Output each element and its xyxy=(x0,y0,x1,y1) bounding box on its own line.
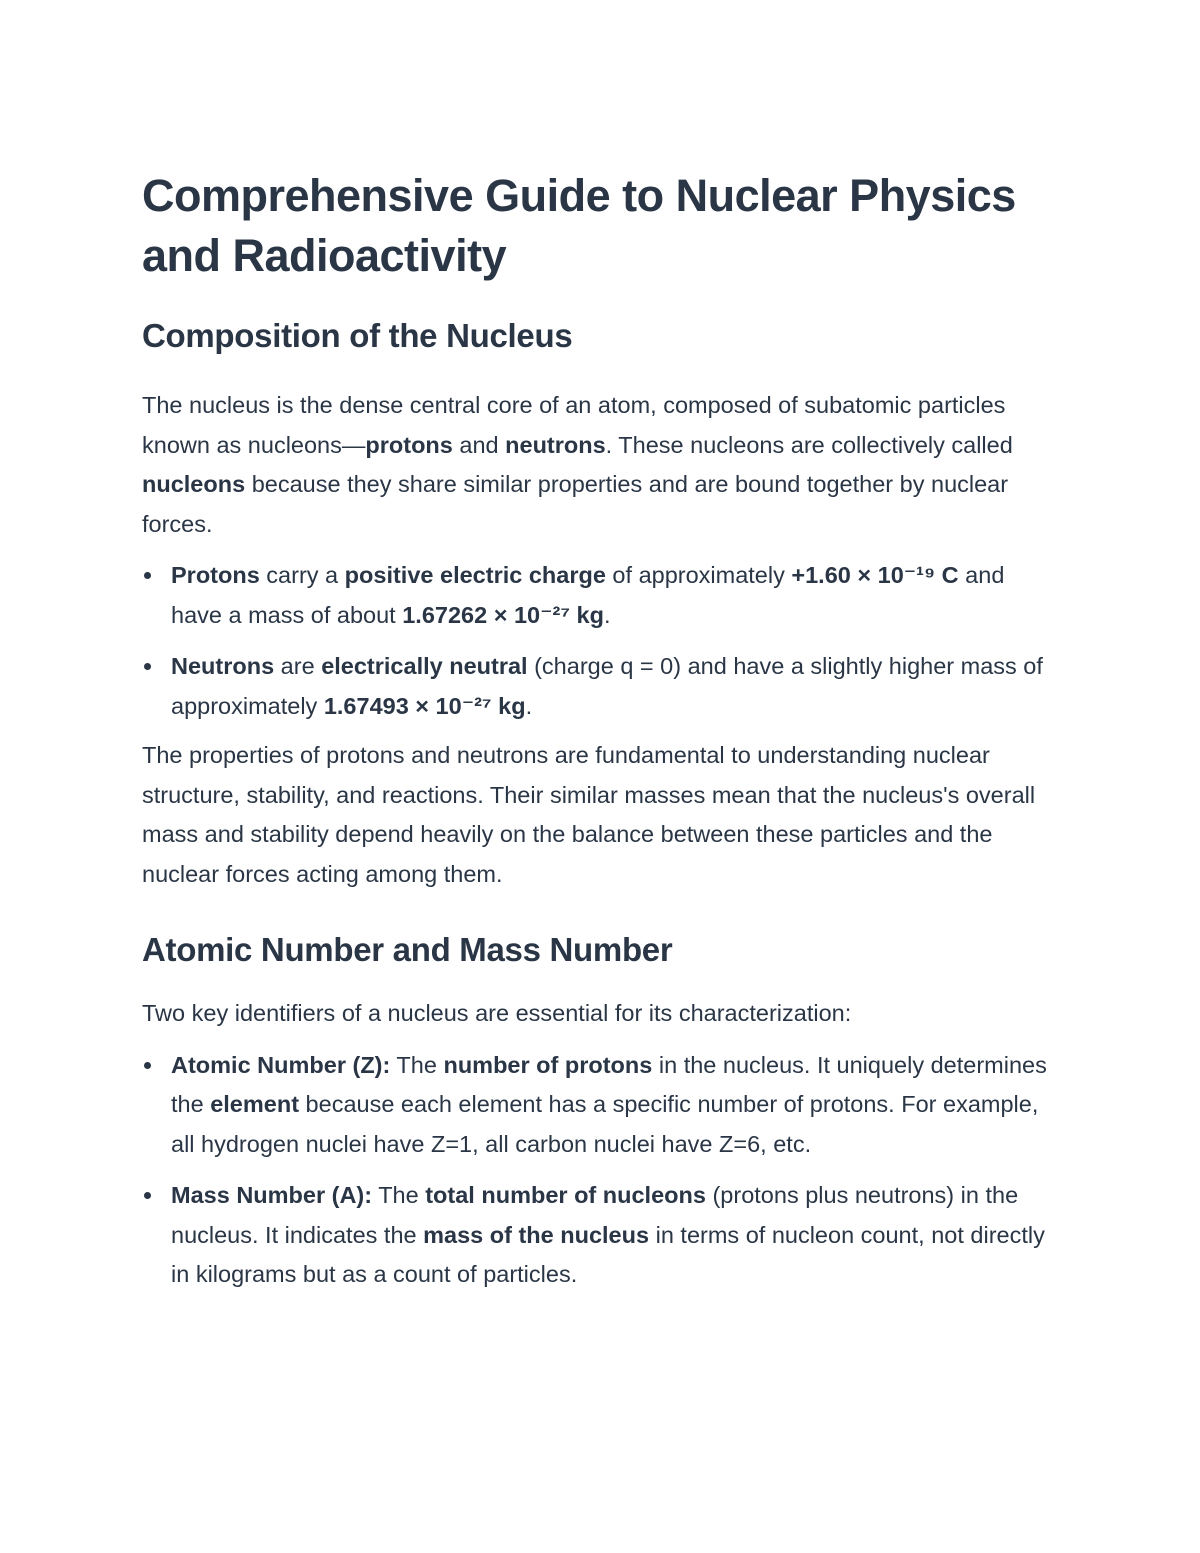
text-run: (charge q = 0) and have a slightly higher mass of approximately xyxy=(171,653,1043,719)
text-run: in the nucleus. It uniquely determines the xyxy=(171,1051,1047,1117)
bold-term-protons: protons xyxy=(365,431,453,458)
bold-term: electrically neutral xyxy=(321,653,528,679)
bold-term: Protons xyxy=(171,562,260,588)
text-run: of approximately xyxy=(605,562,792,588)
list-item-mass-number xyxy=(142,1176,1057,1295)
nucleon-properties-list xyxy=(142,556,1057,726)
text-run: . xyxy=(525,692,533,719)
document-page xyxy=(142,166,1057,1295)
text-run: and have a mass of about xyxy=(171,562,1005,628)
bullet-icon xyxy=(144,1062,151,1069)
text-run: carry a xyxy=(259,562,345,588)
bullet-icon xyxy=(144,572,151,579)
text-run: . xyxy=(603,601,611,628)
text-run: (protons plus neutrons) in the nucleus. It indicates the xyxy=(171,1182,1019,1248)
text-run: . These nucleons are collectively called xyxy=(605,431,1013,458)
list-item-neutrons xyxy=(142,647,1057,726)
page-title: Comprehensive Guide to Nuclear Physics and Radioactivity xyxy=(142,170,1016,281)
text-run: The xyxy=(372,1182,426,1208)
identifiers-intro-paragraph: Two key identifiers of a nucleus are essential for its characterization: xyxy=(142,1000,852,1026)
bold-term-neutrons: neutrons xyxy=(505,431,606,458)
section-heading-atomic-mass-number: Atomic Number and Mass Number xyxy=(142,931,673,968)
text-run: in terms of nucleon count, not directly in kilograms but as a count of particles. xyxy=(171,1221,1045,1287)
bold-term-nucleons: nucleons xyxy=(142,471,246,497)
section-heading-composition: Composition of the Nucleus xyxy=(142,317,573,354)
text-run: The xyxy=(390,1051,444,1078)
bullet-icon xyxy=(144,1192,151,1199)
bold-term: mass of the nucleus xyxy=(423,1221,650,1248)
composition-closing-paragraph: The properties of protons and neutrons are fundamental to understanding nuclear structure, stability, and reactions. Their similar masses mean that the nucleus's overall mass and stability depend heavily on the balance between these particles and the nuclear forces acting among them. xyxy=(142,742,1036,887)
text-run: and xyxy=(452,431,506,458)
bold-term: Mass Number (A): xyxy=(171,1182,373,1208)
bold-value-mass: 1.67262 × 10⁻²⁷ kg xyxy=(402,601,604,628)
text-run: because each element has a specific number of protons. For example, all hydrogen nuclei have Z=1, all carbon nuclei have Z=6, etc. xyxy=(171,1091,1039,1157)
identifiers-list xyxy=(142,1046,1057,1295)
bold-term: total number of nucleons xyxy=(425,1182,706,1208)
text-run: The nucleus is the dense central core of an atom, composed of subatomic particles known as nucleons— xyxy=(142,392,1006,458)
composition-intro-paragraph xyxy=(142,386,1057,544)
bullet-icon xyxy=(144,663,151,670)
bold-term: number of protons xyxy=(443,1051,653,1078)
bold-term: Neutrons xyxy=(171,653,275,679)
bold-value-mass: 1.67493 × 10⁻²⁷ kg xyxy=(323,692,526,719)
list-item-atomic-number xyxy=(142,1046,1057,1165)
bold-term: Atomic Number (Z): xyxy=(171,1051,391,1078)
bold-term: positive electric charge xyxy=(344,562,606,588)
list-item-protons xyxy=(142,556,1057,635)
text-run: are xyxy=(274,653,322,679)
text-run: because they share similar properties and are bound together by nuclear forces. xyxy=(142,471,1009,537)
bold-term: element xyxy=(210,1091,300,1117)
bold-value-charge: +1.60 × 10⁻¹⁹ C xyxy=(791,562,959,588)
